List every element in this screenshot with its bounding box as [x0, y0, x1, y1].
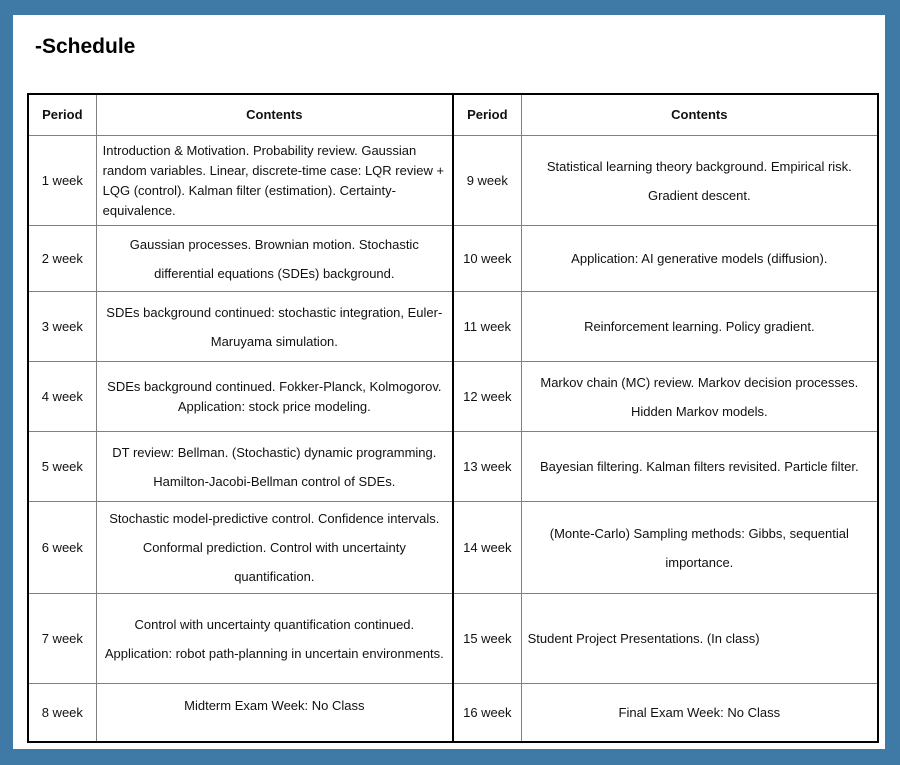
period-cell: 9 week: [453, 136, 521, 226]
schedule-card: [13, 15, 885, 749]
content-cell: SDEs background continued: stochastic integration, Euler-Maruyama simulation.: [96, 292, 453, 362]
table-row: [28, 432, 878, 502]
header-period-left: Period: [28, 94, 96, 136]
period-cell: 15 week: [453, 594, 521, 684]
content-cell: Application: AI generative models (diffusion).: [521, 226, 878, 292]
content-cell: Introduction & Motivation. Probability review. Gaussian random variables. Linear, discrete-time case: LQR review + LQG (control). Kalman filter (estimation). Certainty-equivalence.: [96, 136, 453, 226]
period-cell: 8 week: [28, 684, 96, 742]
content-cell: Reinforcement learning. Policy gradient.: [521, 292, 878, 362]
content-cell: Control with uncertainty quantification continued. Application: robot path-planning in uncertain environments.: [96, 594, 453, 684]
table-row: [28, 362, 878, 432]
period-cell: 2 week: [28, 226, 96, 292]
header-period-right: Period: [453, 94, 521, 136]
content-cell: Markov chain (MC) review. Markov decision processes. Hidden Markov models.: [521, 362, 878, 432]
table-row: [28, 684, 878, 742]
content-cell: Stochastic model-predictive control. Confidence intervals. Conformal prediction. Control with uncertainty quantification.: [96, 502, 453, 594]
period-cell: 14 week: [453, 502, 521, 594]
table-row: [28, 292, 878, 362]
content-cell: (Monte-Carlo) Sampling methods: Gibbs, sequential importance.: [521, 502, 878, 594]
period-cell: 12 week: [453, 362, 521, 432]
header-contents-right: Contents: [521, 94, 878, 136]
period-cell: 16 week: [453, 684, 521, 742]
period-cell: 3 week: [28, 292, 96, 362]
content-cell: Midterm Exam Week: No Class: [96, 684, 453, 742]
table-header-row: [28, 94, 878, 136]
content-cell: Final Exam Week: No Class: [521, 684, 878, 742]
content-cell: SDEs background continued. Fokker-Planck, Kolmogorov. Application: stock price modeling.: [96, 362, 453, 432]
table-row: [28, 502, 878, 594]
content-cell: Statistical learning theory background. Empirical risk. Gradient descent.: [521, 136, 878, 226]
table-row: [28, 136, 878, 226]
period-cell: 1 week: [28, 136, 96, 226]
period-cell: 6 week: [28, 502, 96, 594]
period-cell: 7 week: [28, 594, 96, 684]
period-cell: 11 week: [453, 292, 521, 362]
schedule-table: [27, 93, 879, 743]
content-cell: Gaussian processes. Brownian motion. Stochastic differential equations (SDEs) background.: [96, 226, 453, 292]
period-cell: 5 week: [28, 432, 96, 502]
table-row: [28, 594, 878, 684]
content-cell: Student Project Presentations. (In class): [521, 594, 878, 684]
period-cell: 4 week: [28, 362, 96, 432]
content-cell: Bayesian filtering. Kalman filters revisited. Particle filter.: [521, 432, 878, 502]
period-cell: 13 week: [453, 432, 521, 502]
header-contents-left: Contents: [96, 94, 453, 136]
period-cell: 10 week: [453, 226, 521, 292]
content-cell: DT review: Bellman. (Stochastic) dynamic programming. Hamilton-Jacobi-Bellman control of SDEs.: [96, 432, 453, 502]
page-title: -Schedule: [35, 35, 136, 58]
table-row: [28, 226, 878, 292]
